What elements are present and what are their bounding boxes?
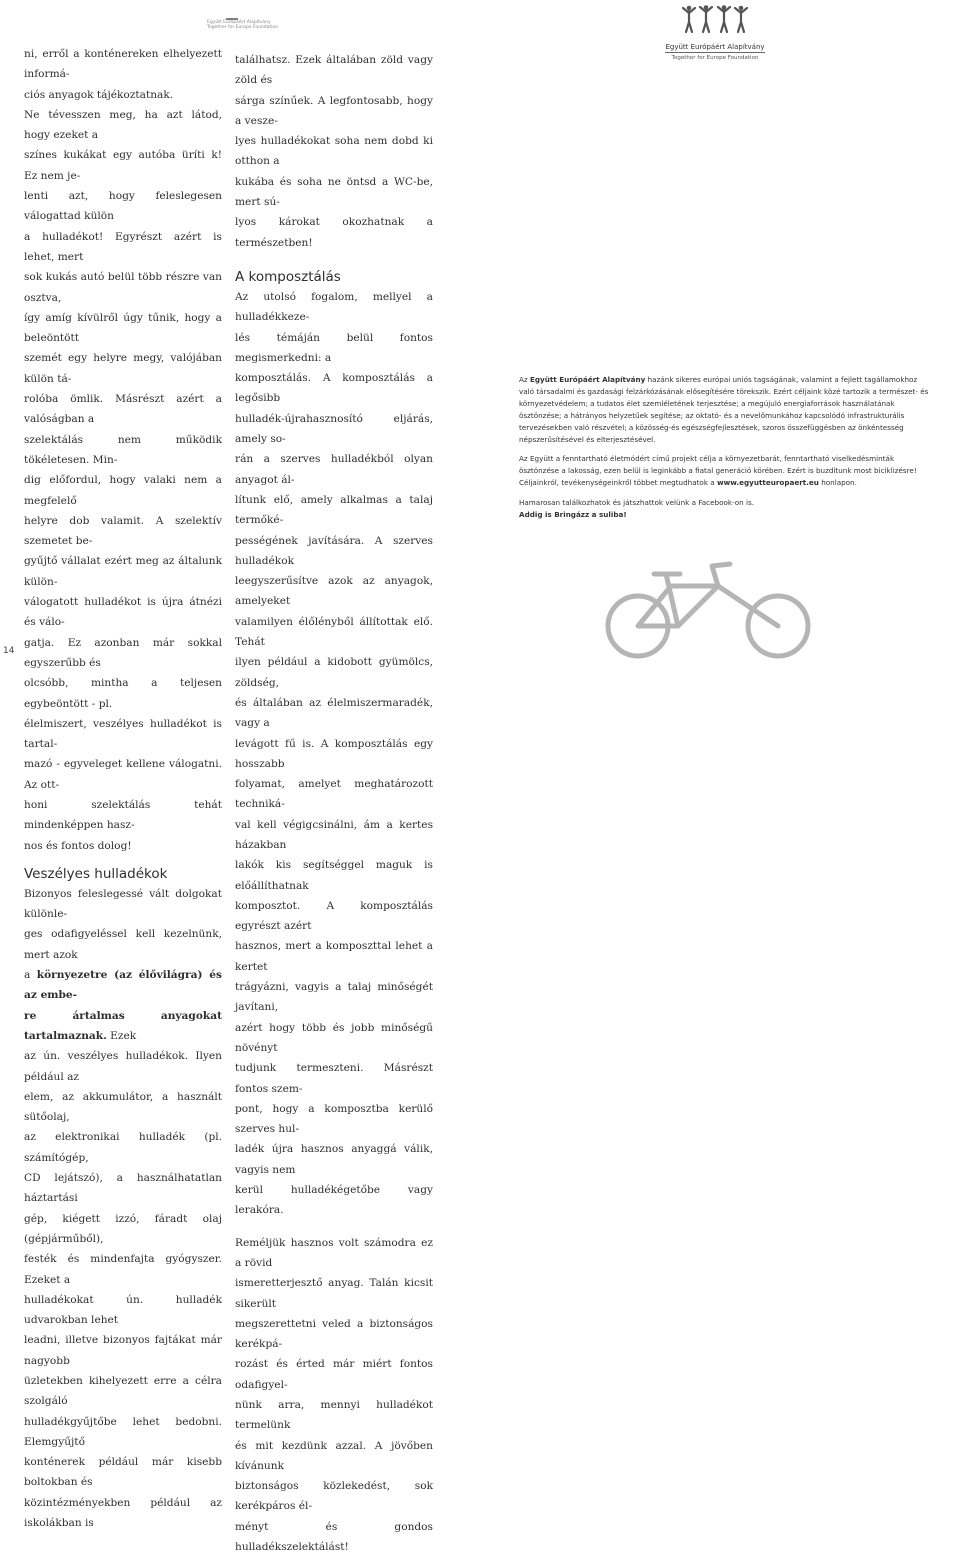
text-line: találhatsz. Ezek általában zöld vagy zöld és [235,54,433,87]
logo-english-name: Together for Europe Foundation [671,55,759,61]
right-page [480,0,960,659]
paragraph-composting [235,287,433,1221]
text-line: így amíg kívülről úgy tűnik, hogy a beleöntött [24,311,222,345]
text-line: hulladék-újrahasznosító eljárás, amely so- [235,412,433,446]
emphasis-text: környezetre (az élővilágra) és az embe- [24,969,222,1002]
heading-composting: A komposztálás [235,268,341,285]
text-line: és mit kezdünk azzal. A jövőben kívánunk [235,1439,433,1472]
text-line: az elektronikai hulladék (pl. számítógép, [24,1131,222,1164]
bicycle-icon [588,560,833,659]
small-foundation-logo [207,8,279,30]
text-line: konténerek például már kisebb boltokban és [24,1456,222,1489]
text-line: ciós anyagok tájékoztatnak. [24,88,174,101]
about-paragraph-3 [519,497,930,521]
text-line: gép, kiégett izzó, fáradt olaj (gépjárműből), [24,1212,222,1245]
text-column-2 [235,50,433,1557]
text-line: valamilyen élőlényből állítottak elő. Tehát [235,615,433,649]
heading-hazardous-waste: Veszélyes hulladékok [24,865,168,882]
text-line: lyes hulladékokat soha nem dobd ki otthon a [235,135,433,168]
text-line: leadni, illetve bizonyos fajtákat már nagyobb [24,1334,222,1367]
text-line: elem, az akkumulátor, a használt sütőolaj, [24,1090,222,1124]
text-line: pességének javítására. A szerves hulladékok [235,534,433,567]
text-column-1 [24,44,222,1533]
text-line: helyre dob valamit. A szelektív szemetet be- [24,514,222,548]
text-run: honlapon. [818,478,857,488]
paragraph-hazardous-intro [24,884,222,965]
text-line: sárga színűek. A legfontosabb, hogy a vesze- [235,94,433,127]
text-line: festék és mindenfajta gyógyszer. Ezeket a [24,1253,222,1286]
text-line: val kell végigcsinálni, ám a kertes házakban [235,818,433,851]
text-line: megszerettetni veled a biztonságos kerékpá- [235,1317,433,1351]
text-run: Hamarosan találkozhatok és játszhattok velünk a Facebook-on is. [519,498,755,508]
text-line: ladék újra hasznos anyaggá válik, vagyis nem [235,1143,433,1176]
text-line: lés témáján belül fontos megismerkedni: a [235,331,433,364]
foundation-name: Együtt Európáért Alapítvány [529,375,646,384]
text-run: a [24,969,37,982]
text-line: lakók kis segítséggel maguk is előállíthatnak [235,859,433,892]
text-line: Ne tévesszen meg, ha azt látod, hogy ezeket a [24,108,222,142]
about-paragraph-2 [519,453,930,489]
text-line: élelmiszert, veszélyes hulladékot is tartal- [24,717,222,751]
text-line: biztonságos közlekedést, sok kerékpáros él- [235,1480,433,1513]
text-line: az ún. veszélyes hulladékok. Ilyen például az [24,1050,222,1083]
text-line: színes kukákat egy autóba üríti k! Ez nem je- [24,149,222,182]
text-line: ni, erről a konténereken elhelyezett informá- [24,48,222,81]
paragraph-closing [235,1233,433,1557]
text-line: Reméljük hasznos volt számodra ez a rövid [235,1236,433,1269]
paragraph-hazardous-list [24,1046,222,1533]
text-line: pont, hogy a komposztba kerülő szerves hul- [235,1102,433,1136]
paragraph-sorting-explained [24,44,222,856]
text-run: Ezek [106,1029,137,1042]
text-line: gatja. Ez azonban már sokkal egyszerűbb és [24,636,222,669]
left-page [0,0,480,1554]
website-link[interactable]: www.egyutteuropaert.eu [716,478,819,488]
text-line: és általában az élelmiszermaradék, vagy a [235,696,433,730]
text-line: hulladékgyűjtőbe lehet bedobni. Elemgyűjtő [24,1415,222,1448]
text-line: üzletekben kihelyezett erre a célra szolgáló [24,1375,222,1408]
small-logo-line2: Together for Europe Foundation [207,25,279,30]
text-line: leegyszerűsítve azok az anyagok, amelyeket [235,575,433,608]
text-line: lenti azt, hogy feleslegesen válogattad külön [24,190,222,223]
text-line: rán a szerves hulladékból olyan anyagot ál- [235,453,433,486]
text-line: hasznos, mert a komposzttal lehet a kertet [235,940,433,973]
text-line [24,965,222,1006]
text-line: dig előfordul, hogy valaki nem a megfelelő [24,474,222,507]
text-line: szelektálás nem működik tökéletesen. Min- [24,433,222,466]
foundation-logo-mark-icon [226,8,238,20]
text-line: nünk arra, mennyi hulladékot termelünk [235,1399,433,1432]
text-line: CD lejátszó), a használhatatlan háztartási [24,1172,222,1205]
about-paragraph-1 [519,374,930,445]
text-line: sok kukás autó belül több részre van osztva, [24,271,222,304]
text-line: kukába és soha ne öntsd a WC-be, mert sú- [235,175,433,209]
paragraph-collection-points [235,50,433,253]
text-line: honi szelektálás tehát mindenképpen hasz- [24,798,222,832]
text-run: hazánk sikeres európai uniós tagságának, valamint a fejlett tagállamokhoz való társadalmi és gazdasági felzárkózásának elősegítésére törekszik. Ezért céljaink közé tartozik a természet- és környezetvédelem; a tudatos élet szemléletének terjesztése; a megújuló energiaforrások használatának ösztönzése; a hátrányos helyzetűek segítése; az oktató- és a nevelőmunkához kapcsolódó infrastrukturális tervezésekben való részvétel; a közösség-és egészségfejlesztések, szoros összefüggésben az önkéntesség népszerűsítésével és elterjesztésével. [519,375,929,444]
text-line: lítunk elő, amely alkalmas a talaj termőké- [235,493,433,527]
text-line: rozást és érted már miért fontos odafigyel- [235,1358,433,1391]
text-run: Az [519,375,530,384]
text-line: kerül hulladékégetőbe vagy lerakóra. [235,1184,433,1217]
logo-name: Együtt Európáért Alapítvány [665,43,765,51]
text-line: nos és fontos dolog! [24,839,132,852]
text-line: válogatott hulladékot is újra átnézi és válo- [24,596,222,629]
text-run: Az Együtt a fenntartható életmódért című projekt célja a környezetbarát, fenntartható viselkedésminták ösztönzése a lakosság, ezen belül is leginkább a fiatal generáció körében. Ezért is buzdítunk most biciklizésre! Céljainkról, tevékenységeinkről többet megtudhatok a [519,454,917,488]
text-line: ilyen például a kidobott gyümölcs, zöldség, [235,656,433,689]
text-line: ges odafigyeléssel kell kezelnünk, mert azok [24,928,222,961]
text-line: ismeretterjesztő anyag. Talán kicsit sikerült [235,1277,433,1310]
about-foundation [519,374,930,529]
text-line: szemét egy helyre megy, valójában külön tá- [24,352,222,385]
text-line: hulladékokat ún. hulladék udvarokban lehet [24,1293,222,1327]
text-line: mazó - egyveleget kellene válogatni. Az ott- [24,758,222,791]
text-line: levágott fű is. A komposztálás egy hosszabb [235,737,433,770]
text-line: közintézményekben például az iskolákban is [24,1496,222,1530]
people-figures-icon [680,4,750,34]
text-line: olcsóbb, mintha a teljesen egybeöntött - pl. [24,677,222,710]
text-line: ményt és gondos hulladékszelektálást! [235,1520,433,1554]
text-line [24,1006,222,1047]
closing-slogan: Addig is Bringázz a suliba! [519,510,627,520]
text-line: rolóba ömlik. Másrészt azért a valóságban a [24,393,222,426]
text-line: trágyázni, vagyis a talaj minőségét javítani, [235,981,433,1014]
text-line: komposztálás. A komposztálás a legősibb [235,372,433,405]
foundation-logo [660,4,770,61]
text-line: Az utolsó fogalom, mellyel a hulladékkeze- [235,290,433,324]
text-line: a hulladékot! Egyrészt azért is lehet, mert [24,230,222,263]
text-line: folyamat, amelyet meghatározott techniká- [235,778,433,811]
emphasis-text: re ártalmas anyagokat tartalmaznak. [24,1009,222,1042]
text-line: tudjunk termeszteni. Másrészt fontos szem- [235,1062,433,1095]
page-number: 14 [3,646,15,656]
text-line: komposztot. A komposztálás egyrészt azért [235,899,433,933]
text-line: gyűjtő vállalat ezért meg az általunk külön- [24,555,222,588]
text-line: azért hogy több és jobb minőségű növényt [235,1021,433,1054]
text-line: lyos károkat okozhatnak a természetben! [235,216,433,249]
small-logo-line1: Együtt Európáért Alapítvány [207,20,271,25]
text-line: Bizonyos feleslegessé vált dolgokat különle- [24,887,222,921]
